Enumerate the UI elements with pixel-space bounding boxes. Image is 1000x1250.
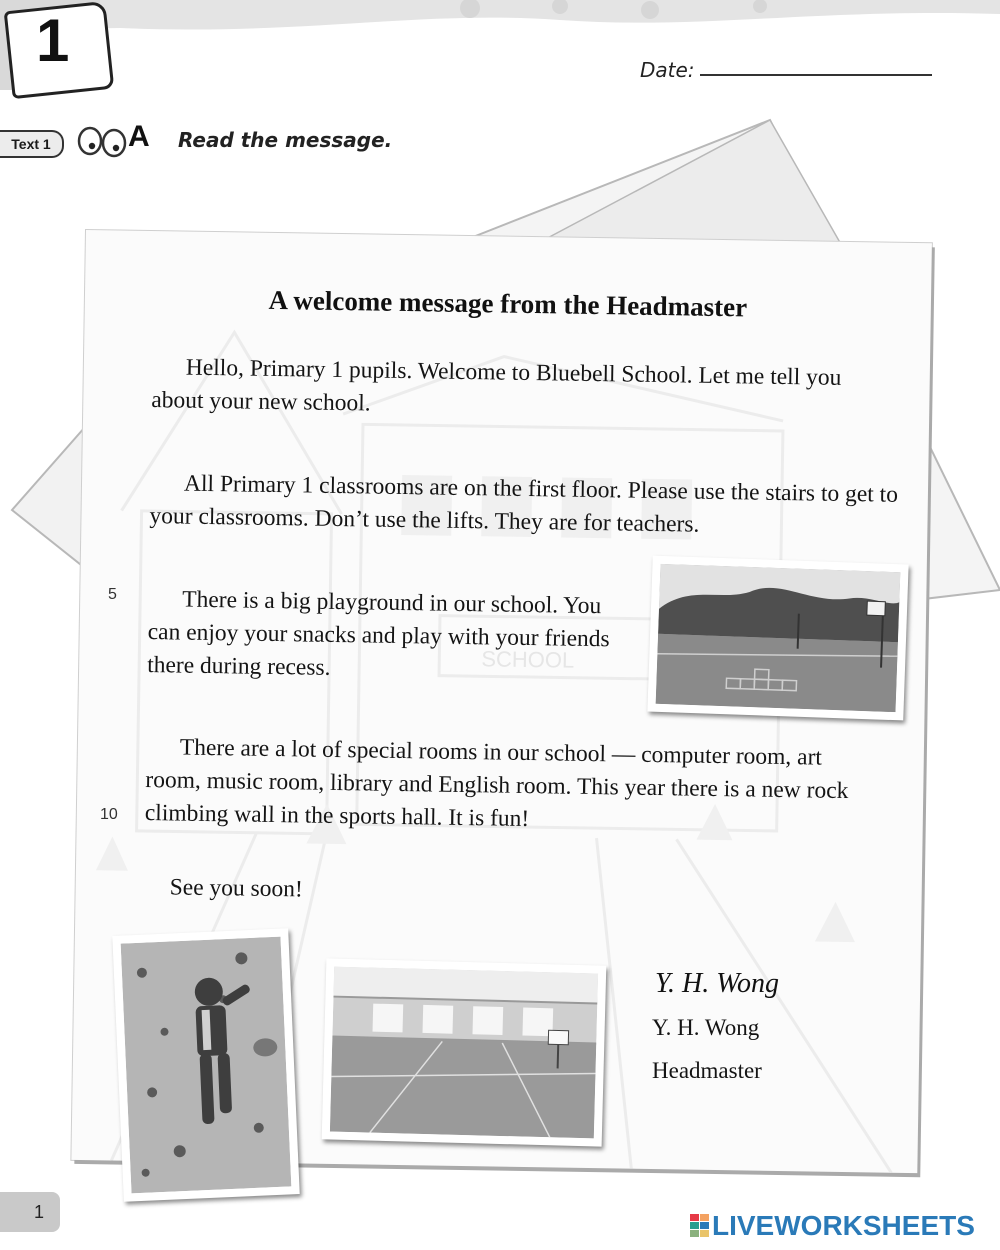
school-sign: SCHOOL	[481, 646, 575, 673]
text-badge: Text 1	[0, 130, 64, 158]
liveworksheets-brand: LIVEWORKSHEETS	[712, 1210, 975, 1241]
paragraph-1-text: Hello, Primary 1 pupils. Welcome to Bluebell School. Let me tell you about your new school.	[151, 354, 842, 417]
date-input-line[interactable]	[700, 74, 932, 76]
paragraph-3	[147, 583, 628, 690]
letter-title: A welcome message from the Headmaster	[268, 284, 748, 323]
handwritten-signature: Y. H. Wong	[655, 968, 779, 999]
paragraph-4-text: There are a lot of special rooms in our school — computer room, art room, music room, library and English room. This year there is a new rock climbing wall in the sports hall. It is fun!	[144, 734, 849, 833]
paragraph-3-text: There is a big playground in our school. You can enjoy your snacks and play with your friends there during recess.	[146, 586, 610, 681]
liveworksheets-logo-icon	[690, 1214, 710, 1238]
line-number-5: 5	[108, 586, 117, 603]
line-number-10: 10	[100, 806, 118, 823]
instruction: Read the message.	[178, 128, 393, 152]
paragraph-1	[151, 351, 882, 428]
playground-photo	[647, 556, 908, 721]
paragraph-2-text: All Primary 1 classrooms are on the first floor. Please use the stairs to get to your classrooms. Don’t use the lifts. They are for teachers.	[149, 470, 899, 538]
page-tab	[0, 1192, 60, 1232]
date-label: Date:	[640, 58, 695, 82]
sports-hall-photo	[322, 958, 607, 1146]
closing-line: See you soon!	[169, 874, 304, 903]
signer-name: Y. H. Wong	[652, 1015, 760, 1040]
section-letter: A	[128, 120, 150, 153]
signer-role: Headmaster	[652, 1058, 762, 1083]
paragraph-4	[145, 731, 876, 841]
paragraph-2	[149, 467, 900, 545]
top-ribbon	[0, 0, 1000, 60]
page-number: 1	[34, 1202, 45, 1222]
unit-number: 1	[36, 7, 70, 74]
climbing-wall-photo	[112, 928, 299, 1201]
liveworksheets-logo[interactable]	[690, 1210, 990, 1242]
